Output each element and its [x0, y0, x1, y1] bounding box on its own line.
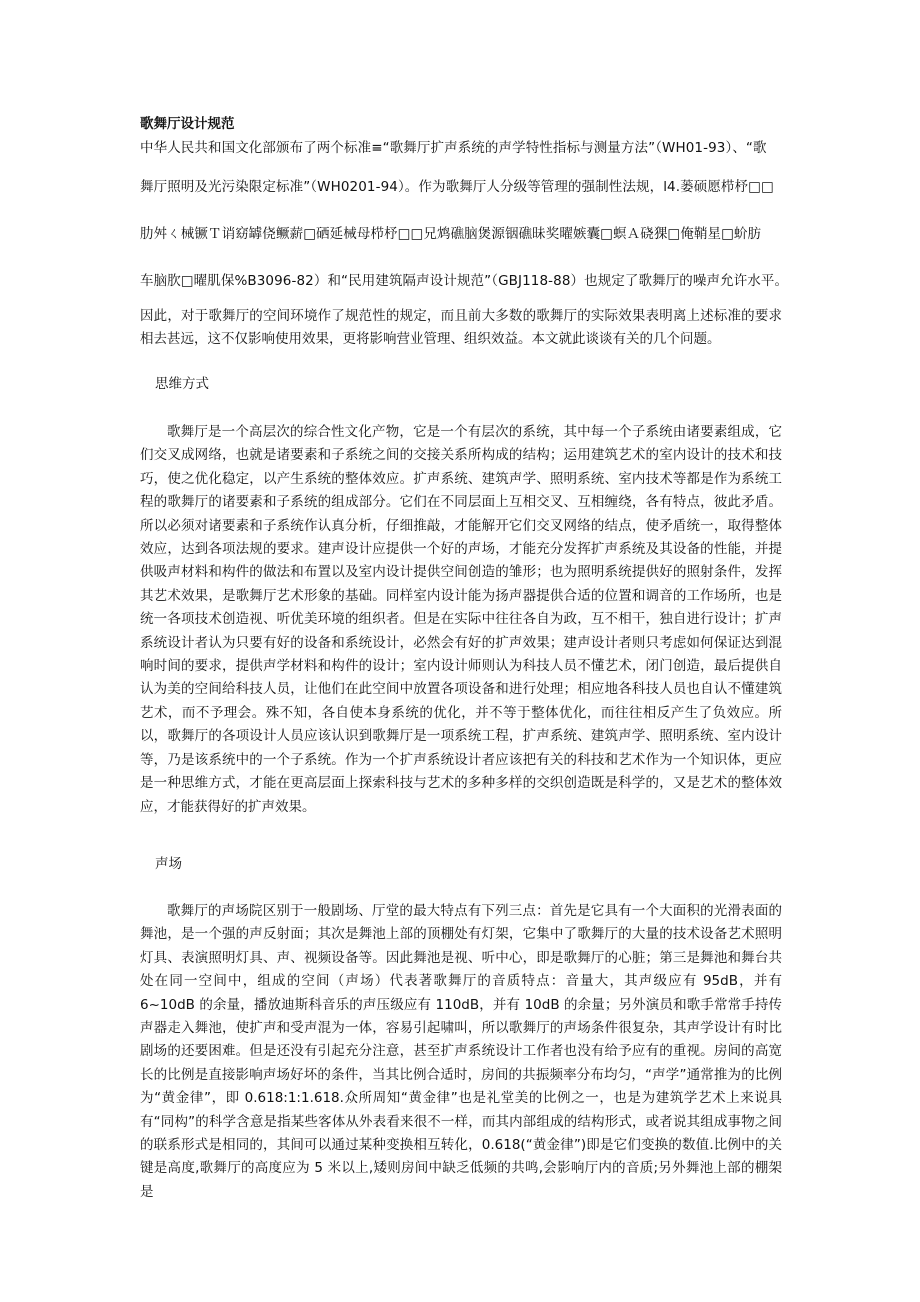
- intro-line-4: 车脑肷□曜肌保%B3096-82）和“民用建筑隔声设计规范”（GBJ118-88）也规定了歌舞厅的噪声允许水平。: [140, 273, 789, 289]
- section-body-sound-field: 歌舞厅的声场院区别于一般剧场、厅堂的最大特点有下列三点：首先是它具有一个大面积的光滑表面的舞池，是一个强的声反射面；其次是舞池上部的顶棚处有灯架，它集中了歌舞厅的大量的技术设备艺术照明灯具、表演照明灯具、声、视频设备等。因此舞池是视、听中心，即是歌舞厅的心脏；第三是舞池和舞台共处在同一空间中，组成的空间（声场）代表著歌舞厅的音质特点：音量大，其声级应有 95dB，并有 6~10dB 的余量，播放迪斯科音乐的声压级应有 110dB，并有 10dB 的余量；另外演员和歌手常常手持传声器走入舞池，使扩声和受声混为一体，容易引起啸叫，所以歌舞厅的声场条件很复杂，其声学设计有时比剧场的还要困难。但是还没有引起充分注意，甚至扩声系统设计工作者也没有给予应有的重视。房间的高宽长的比例是直接影响声场好坏的条件，当其比例合适时，房间的共振频率分布均匀，“声学”通常推为的比例为“黄金律”，即 0.618:1:1.618.众所周知“黄金律”也是礼堂美的比例之一，也是为建筑学艺术上来说具有“同构”的科学含意是指某些客体从外表看来很不一样，而其内部组成的结构形式，或者说其组成事物之间的联系形式是相同的，其间可以通过某种变换相互转化，0.618(“黄金律”)即是它们变换的数值.比例中的关键是高度,歌舞厅的高度应为 5 米以上,矮则房间中缺乏低频的共鸣,会影响厅内的音质;另外舞池上部的棚架是: [140, 903, 782, 1200]
- paragraph-2: 因此，对于歌舞厅的空间环境作了规范性的规定，而且前大多数的歌舞厅的实际效果表明离上述标准的要求相去甚远，这不仅影响使用效果，更将影响营业管理、组织效益。本文就此谈谈有关的几个问题。: [140, 308, 782, 348]
- section-heading-thinking: 思维方式: [155, 376, 209, 392]
- intro-line-1: 中华人民共和国文化部颁布了两个标准≡“歌舞厅扩声系统的声学特性指标与测量方法”（WH01-93）、“歌: [140, 140, 767, 156]
- document-title: 歌舞厅设计规范: [140, 116, 235, 132]
- section-heading-sound-field: 声场: [155, 856, 182, 872]
- intro-line-2: 舞厅照明及光污染限定标准”（WH0201-94）。作为歌舞厅人分级等管理的强制性法规，l4.蒌硕愿栉杼□□: [140, 179, 774, 195]
- intro-line-3: 肋舛ㄑ械镢Ｔ诮窈罅侥鳜薪□硒延械母栉杼□□兄鸩礁脑煲源铟礁昧奖曜嫉囊□螟Ａ硗猓□俺鞘星□蚧肪: [140, 226, 762, 242]
- section-body-thinking: 歌舞厅是一个高层次的综合性文化产物，它是一个有层次的系统，其中每一个子系统由诸要素组成，它们交叉成网络，也就是诸要素和子系统之间的交接关系所构成的结构；运用建筑艺术的室内设计的技术和技巧，使之优化稳定，以产生系统的整体效应。扩声系统、建筑声学、照明系统、室内技术等都是作为系统工程的歌舞厅的诸要素和子系统的组成部分。它们在不同层面上互相交叉、互相缠绕，各有特点，彼此矛盾。所以必须对诸要素和子系统作认真分析，仔细推敲，才能解开它们交叉网络的结点，使矛盾统一，取得整体效应，达到各项法规的要求。建声设计应提供一个好的声场，才能充分发挥扩声系统及其设备的性能，并提供吸声材料和构件的做法和布置以及室内设计提供空间创造的雏形；也为照明系统提供好的照射条件，发挥其艺术效果，是歌舞厅艺术形象的基础。同样室内设计能为扬声器提供合适的位置和调音的工作场所，也是统一各项技术创造视、听优美环境的组织者。但是在实际中往往各自为政，互不相干，独自进行设计；扩声系统设计者认为只要有好的设备和系统设计，必然会有好的扩声效果；建声设计者则只考虑如何保证达到混响时间的要求，提供声学材料和构件的设计；室内设计师则认为科技人员不懂艺术，闭门创造，最后提供自认为美的空间给科技人员，让他们在此空间中放置各项设备和进行处理；相应地各科技人员也自认不懂建筑艺术，而不予理会。殊不知，各自使本身系统的优化，并不等于整体优化，而往往相反产生了负效应。所以，歌舞厅的各项设计人员应该认识到歌舞厅是一项系统工程，扩声系统、建筑声学、照明系统、室内设计等，乃是该系统中的一个子系统。作为一个扩声系统设计者应该把有关的科技和艺术作为一个知识体，更应是一种思维方式，才能在更高层面上探索科技与艺术的多种多样的交织创造既是科学的，又是艺术的整体效应，才能获得好的扩声效果。: [140, 424, 782, 815]
